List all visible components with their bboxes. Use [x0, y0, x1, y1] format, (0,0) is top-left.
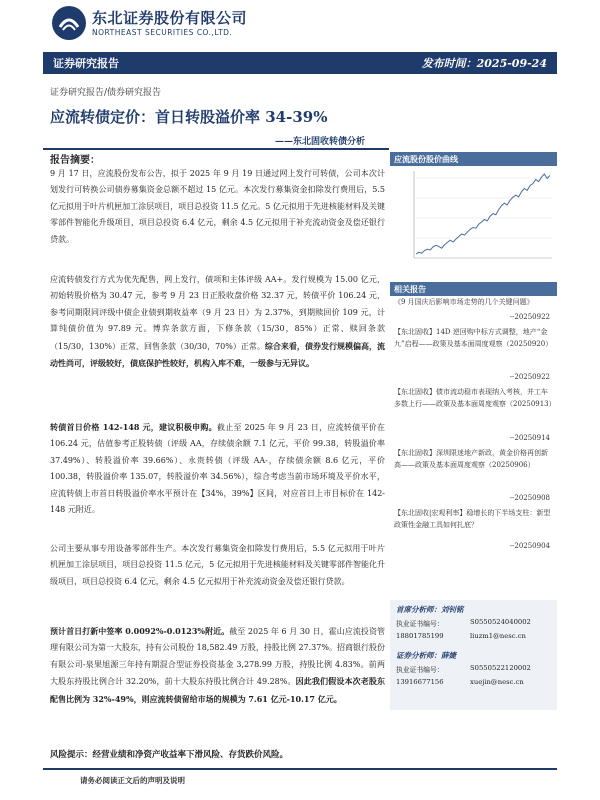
- paragraph-2-conclusion: 综合来看，债券发行规模偏高，流动性尚可，评级较好，债底保护性较好，机构入库不难，一级参与无异议。: [50, 340, 386, 369]
- price-series-line: [416, 174, 550, 254]
- page-title: 应流转债定价：首日转股溢价率 34-39%: [50, 108, 328, 126]
- analyst-2-cert-label: 执业证书编号：: [396, 666, 444, 674]
- paragraph-3: [50, 419, 385, 518]
- paragraph-5-text: 截至 2025 年 6 月 30 日，霍山应流投资管理有限公司为第一大股东，持有公司股份 18,582.49 万股，持股比例 27.37%。招商银行股份有限公司-泉果旭源三年持有期混合型证券投资基金 3,278.99 万股，持股比例 4.83%。前两大股东持股比例合计 32.20%，前十大股东持股比例合计 49.28%。: [50, 627, 385, 687]
- paragraph-1: 9 月 17 日，应流股份发布公告，拟于 2025 年 9 月 19 日通过网上发行可转债，公司本次计划发行可转换公司债券募集资金总额不超过 15 亿元。本次发行募集资金扣除发行费用后，5.5 亿元拟用于叶片机匣加工涂层项目，项目总投资 11.5 亿元。5 亿元拟用于先进核能材料及关键零部件智能化升级项目，项目总投资 6.4 亿元，剩余 4.5 亿元拟用于补充流动资金及偿还银行贷款。: [50, 169, 385, 244]
- disclaimer-link[interactable]: 请务必阅读正文后的声明及说明: [80, 776, 185, 785]
- stock-price-chart: [390, 166, 557, 271]
- summary-label: 报告摘要：: [50, 155, 100, 166]
- company-name-en: NORTHEAST SECURITIES CO.,LTD.: [92, 28, 233, 37]
- analyst-1-cert: S0550524040002: [470, 618, 531, 626]
- analyst-2-phone: 13916677156: [396, 678, 444, 686]
- analyst-1-email[interactable]: liuzm1@nesc.cn: [470, 632, 526, 640]
- related-report-2[interactable]: 【东北固收】14D 逆回购中标方式调整，地产“金九”启程——政策及基本面周度观察（20250920）: [394, 328, 553, 348]
- chart-header: [390, 152, 557, 166]
- paragraph-3-lead: 转债首日价格 142-148 元，建议积极申购。: [50, 422, 217, 432]
- paragraph-5-conclusion: 因此我们假设本次老股东配售比例为 32%-49%，则应流转债留给市场的规模为 7.61 亿元-10.17 亿元。: [50, 676, 386, 704]
- related-report-1-date: --20250922: [509, 313, 550, 321]
- related-report-1[interactable]: 《9 月国庆后影响市场走势的几个关键问题》: [394, 298, 534, 306]
- related-header: [390, 282, 557, 296]
- related-report-5[interactable]: 【东北固收|宏观利率】稳增长的下半场支柱：新型政策性金融工具如何扎底？: [394, 509, 551, 529]
- footer-divider: [43, 768, 557, 770]
- header-bar: [43, 52, 557, 74]
- analyst-2-email[interactable]: xuejin@nesc.cn: [470, 678, 524, 686]
- title-divider: [43, 148, 389, 150]
- related-report-4[interactable]: 【东北固收】深圳限迷地产新政，黄金价格再创新高——政策及基本面周度观察（20250906）: [394, 449, 548, 469]
- related-report-4-date: --20250908: [509, 494, 550, 502]
- paragraph-5-lead: 预计首日打新中签率 0.0092%-0.0123%附近。: [50, 626, 230, 636]
- logo-mark-icon: [52, 6, 86, 40]
- chart-title: 应流股份股价曲线: [390, 152, 557, 166]
- risk-warning: 风险提示：经营业绩和净资产收益率下滑风险、存货跌价风险。: [50, 750, 289, 760]
- analyst-2-role: 证券分析师：薛婕: [396, 651, 456, 660]
- related-title: 相关报告: [390, 282, 557, 296]
- analyst-1-cert-label: 执业证书编号：: [396, 620, 444, 628]
- paragraph-5: [50, 623, 385, 708]
- publish-time: 发布时间：2025-09-24: [421, 57, 547, 70]
- paragraph-4: 公司主要从事专用设备零部件生产。本次发行募集资金扣除发行费用后，5.5 亿元拟用于叶片机匣加工涂层项目，项目总投资 11.5 亿元，5 亿元拟用于先进核能材料及关键零部件智能化升级项目，项目总投资 6.4 亿元，剩余 4.5 亿元拟用于补充流动资金及偿还银行贷款。: [50, 544, 385, 586]
- analyst-1-role: 首席分析师：刘钊铭: [396, 605, 464, 614]
- analyst-1-phone: 18801785199: [396, 632, 444, 640]
- report-type: 证券研究报告: [53, 57, 119, 70]
- chart-gridlines: [414, 178, 552, 238]
- company-logo: [52, 6, 272, 42]
- page-subtitle: ——东北固收转债分析: [275, 137, 366, 147]
- stock-price-chart-svg: [390, 166, 557, 271]
- analyst-2-cert: S0550522120002: [470, 664, 531, 672]
- related-report-5-date: --20250904: [509, 542, 550, 550]
- related-report-3-date: --20250914: [509, 434, 550, 442]
- breadcrumb: 证券研究报告/债券研究报告: [50, 88, 162, 98]
- paragraph-2: [50, 272, 385, 372]
- related-report-3[interactable]: 【东北固收】债市流动稳市表现纳入考核，并工车多数上行——政策及基本面周度观察（20250913）: [394, 388, 556, 408]
- related-report-2-date: --20250922: [509, 373, 550, 381]
- paragraph-2-text: 应流转债发行方式为优先配售，网上发行，债项和主体评级 AA+。发行规模为 15.00 亿元，初始转股价格为 30.47 元，参考 9 月 23 日正股收盘价格 32.37 元，转债平价 106.24 元，参考同期限同评级中债企业债到期收益率（9 月 23 日）为 2.37%，到期赎回价 109 元，计算纯债价值为 97.89 元。博弈条款方面，下修条款（15/30，85%）正常、赎回条款（15/30，130%）正常、回售条款（30/30，70%）正常。: [50, 275, 385, 351]
- company-name-cn: 东北证券股份有限公司: [92, 9, 248, 27]
- paragraph-3-text: 截止至 2025 年 9 月 23 日，应流转债平价在 106.24 元，估值参考正股转债（评级 AA，存续债余额 7.1 亿元，平价 99.38，转股溢价率 37.49%）、转股溢价率 39.66%）、永贵转债（评级 AA-，存续债余额 8.6 亿元，平价 100.38，转股溢价率 135.07，转股溢价率 34.56%），综合考虑当前市场环境及平价水平，应流转债上市首日转股溢价率水平预计在【34%，39%】区间，对应首日上市目标价在 142-148 元附近。: [50, 423, 385, 515]
- analyst-box: [390, 600, 557, 710]
